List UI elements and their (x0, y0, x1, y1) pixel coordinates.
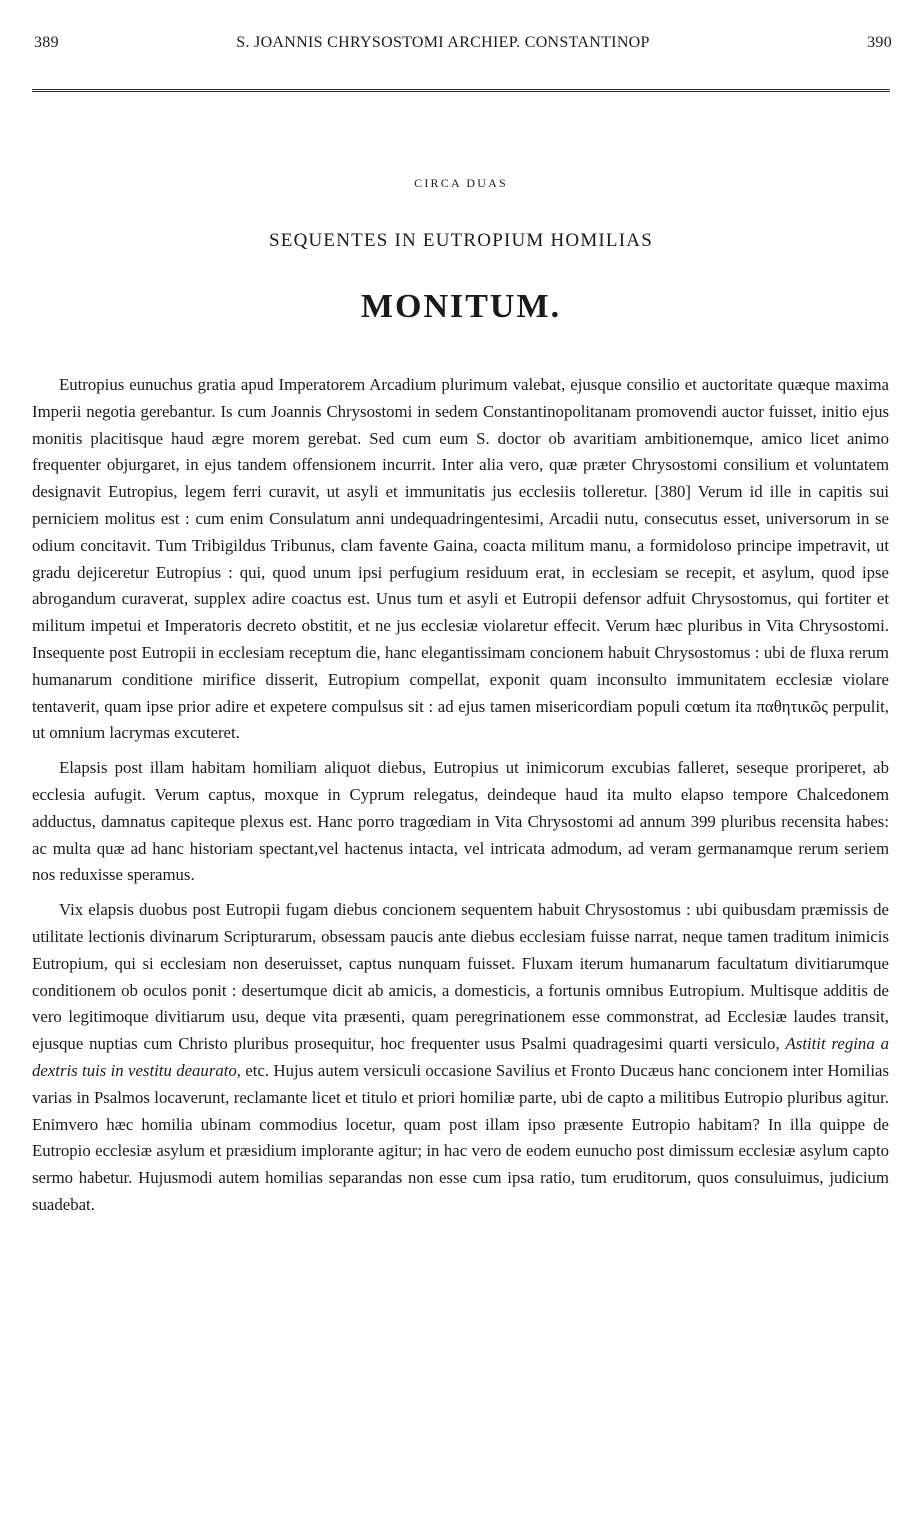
running-title: S. JOANNIS CHRYSOSTOMI ARCHIEP. CONSTANTINOP (236, 34, 650, 51)
section-kicker: CIRCA DUAS (414, 176, 508, 190)
paragraph-3-before: Vix elapsis duobus post Eutropii fugam diebus concionem sequentem habuit Chrysostomus : ubi quibusdam præmissis de utilitate lectionis divinarum Scripturarum, obsessam paucis ante diebus ecclesiam fuisse narrat, neque tamen traditum inimicis Eutropium, qui si ecclesiam non deseruisset, captus nunquam fuisset. Fluxam iterum humanarum facultatum divitiarumque conditionem ob oculos ponit : desertumque dicit ab amicis, a domesticis, a fortunis omnibus Eutropium. Multisque additis de vero legitimoque divitiarum usu, deque vita præsenti, quam peregrinationem esse commonstrat, ad Ecclesiæ laudes transit, ejusque nuptias cum Christo pluribus prosequitur, hoc frequenter usus Psalmi quadragesimi quarti versiculo, (32, 900, 889, 1054)
psalm-quote: Astitit regina a dextris tuis in vestitu deaurato (32, 1034, 889, 1080)
paragraph-2: Elapsis post illam habitam homiliam aliquot diebus, Eutropius ut inimicorum excubias falleret, seseque proriperet, ab ecclesia aufugit. Verum captus, moxque in Cyprum relegatus, deindeque haud ita multo elapso tempore Chalcedonem adductus, damnatus capiteque plexus est. Hanc porro tragœdiam in Vita Chrysostomi ad annum 399 pluribus recensita habes: ac multa quæ ad hanc historiam spectant,vel hactenus intacta, vel intricata admodum, ad veram germanamque rerum seriem nos reduxisse speramus. (32, 758, 889, 885)
paragraph-3 (32, 897, 889, 1219)
section-subtitle: SEQUENTES IN EUTROPIUM HOMILIAS (269, 230, 653, 251)
paragraph-3-after: , etc. Hujus autem versiculi occasione Savilius et Fronto Ducæus hanc concionem inter Homilias varias in Psalmos locaverunt, reclamante licet et titulo et priori homiliæ parte, ubi de capto a militibus Eutropio pluribus agitur. Enimvero hæc homilia ubinam commodius locetur, quam post illam ipso præsente Eutropio habitam? In illa quippe de Eutropio ecclesiæ asylum et præsidium implorante agitur; in hac vero de eodem eunucho post dimissum ecclesiæ asylum capto sermo habetur. Hujusmodi autem homilias separandas non esse cum ipsa ratio, tum eruditorum, quos consuluimus, judicium suadebat. (32, 1060, 889, 1214)
paragraph-1: Eutropius eunuchus gratia apud Imperatorem Arcadium plurimum valebat, ejusque consilio et auctoritate quæque maxima Imperii negotia gerebantur. Is cum Joannis Chrysostomi in sedem Constantinopolitanam promovendi auctor fuisset, initio ejus monitis placitisque haud ægre morem gerebat. Sed cum eum S. doctor ob avaritiam ambitionemque, amico licet animo frequenter objurgaret, in ejus tandem offensionem incurrit. Inter alia vero, quæ præter Chrysostomi consilium et voluntatem designavit Eutropius, legem ferri curavit, ut asyli et immunitatis jus ecclesiis tolleretur. [380] Verum id ille in capitis sui perniciem molitus est : cum enim Consulatum anni undequadringentesimi, Arcadii nutu, consecutus esset, universorum in se odium concitavit. Tum Tribigildus Tribunus, clam favente Gaina, coacta militum manu, a formidoloso principe impetravit, ut gradu dejiceretur Eutropius : qui, quod unum ipsi perfugium residuum erat, in ecclesiam se recepit, et asylum, quod ipse abrogandum curaverat, supplex adire coactus est. Unus tum et asyli et Eutropii defensor adfuit Chrysostomus, qui fortiter et militum impetui et Imperatoris decreto obstitit, et ne jus ecclesiæ violaretur effecit. Verum hæc pluribus in Vita Chrysostomi. Insequente post Eutropii in ecclesiam receptum die, hanc elegantissimam concionem habuit Chrysostomus : ubi de fluxa rerum humanarum conditione mirifice disserit, Eutropium compellat, exponit quam inconsulto immunitatem ecclesiæ violare tentaverit, quam ipse prior adire et expetere compulsus sit : ad ejus tamen misericordiam populi cœtum ita παθητικῶς perpulit, ut omnium lacrymas excuteret. (32, 375, 889, 743)
running-header (34, 34, 892, 58)
page-number-left: 389 (34, 34, 59, 51)
section-title: MONITUM. (360, 288, 562, 325)
header-rule (32, 89, 890, 92)
body-text (32, 372, 889, 1219)
page-number-right: 390 (867, 34, 892, 51)
